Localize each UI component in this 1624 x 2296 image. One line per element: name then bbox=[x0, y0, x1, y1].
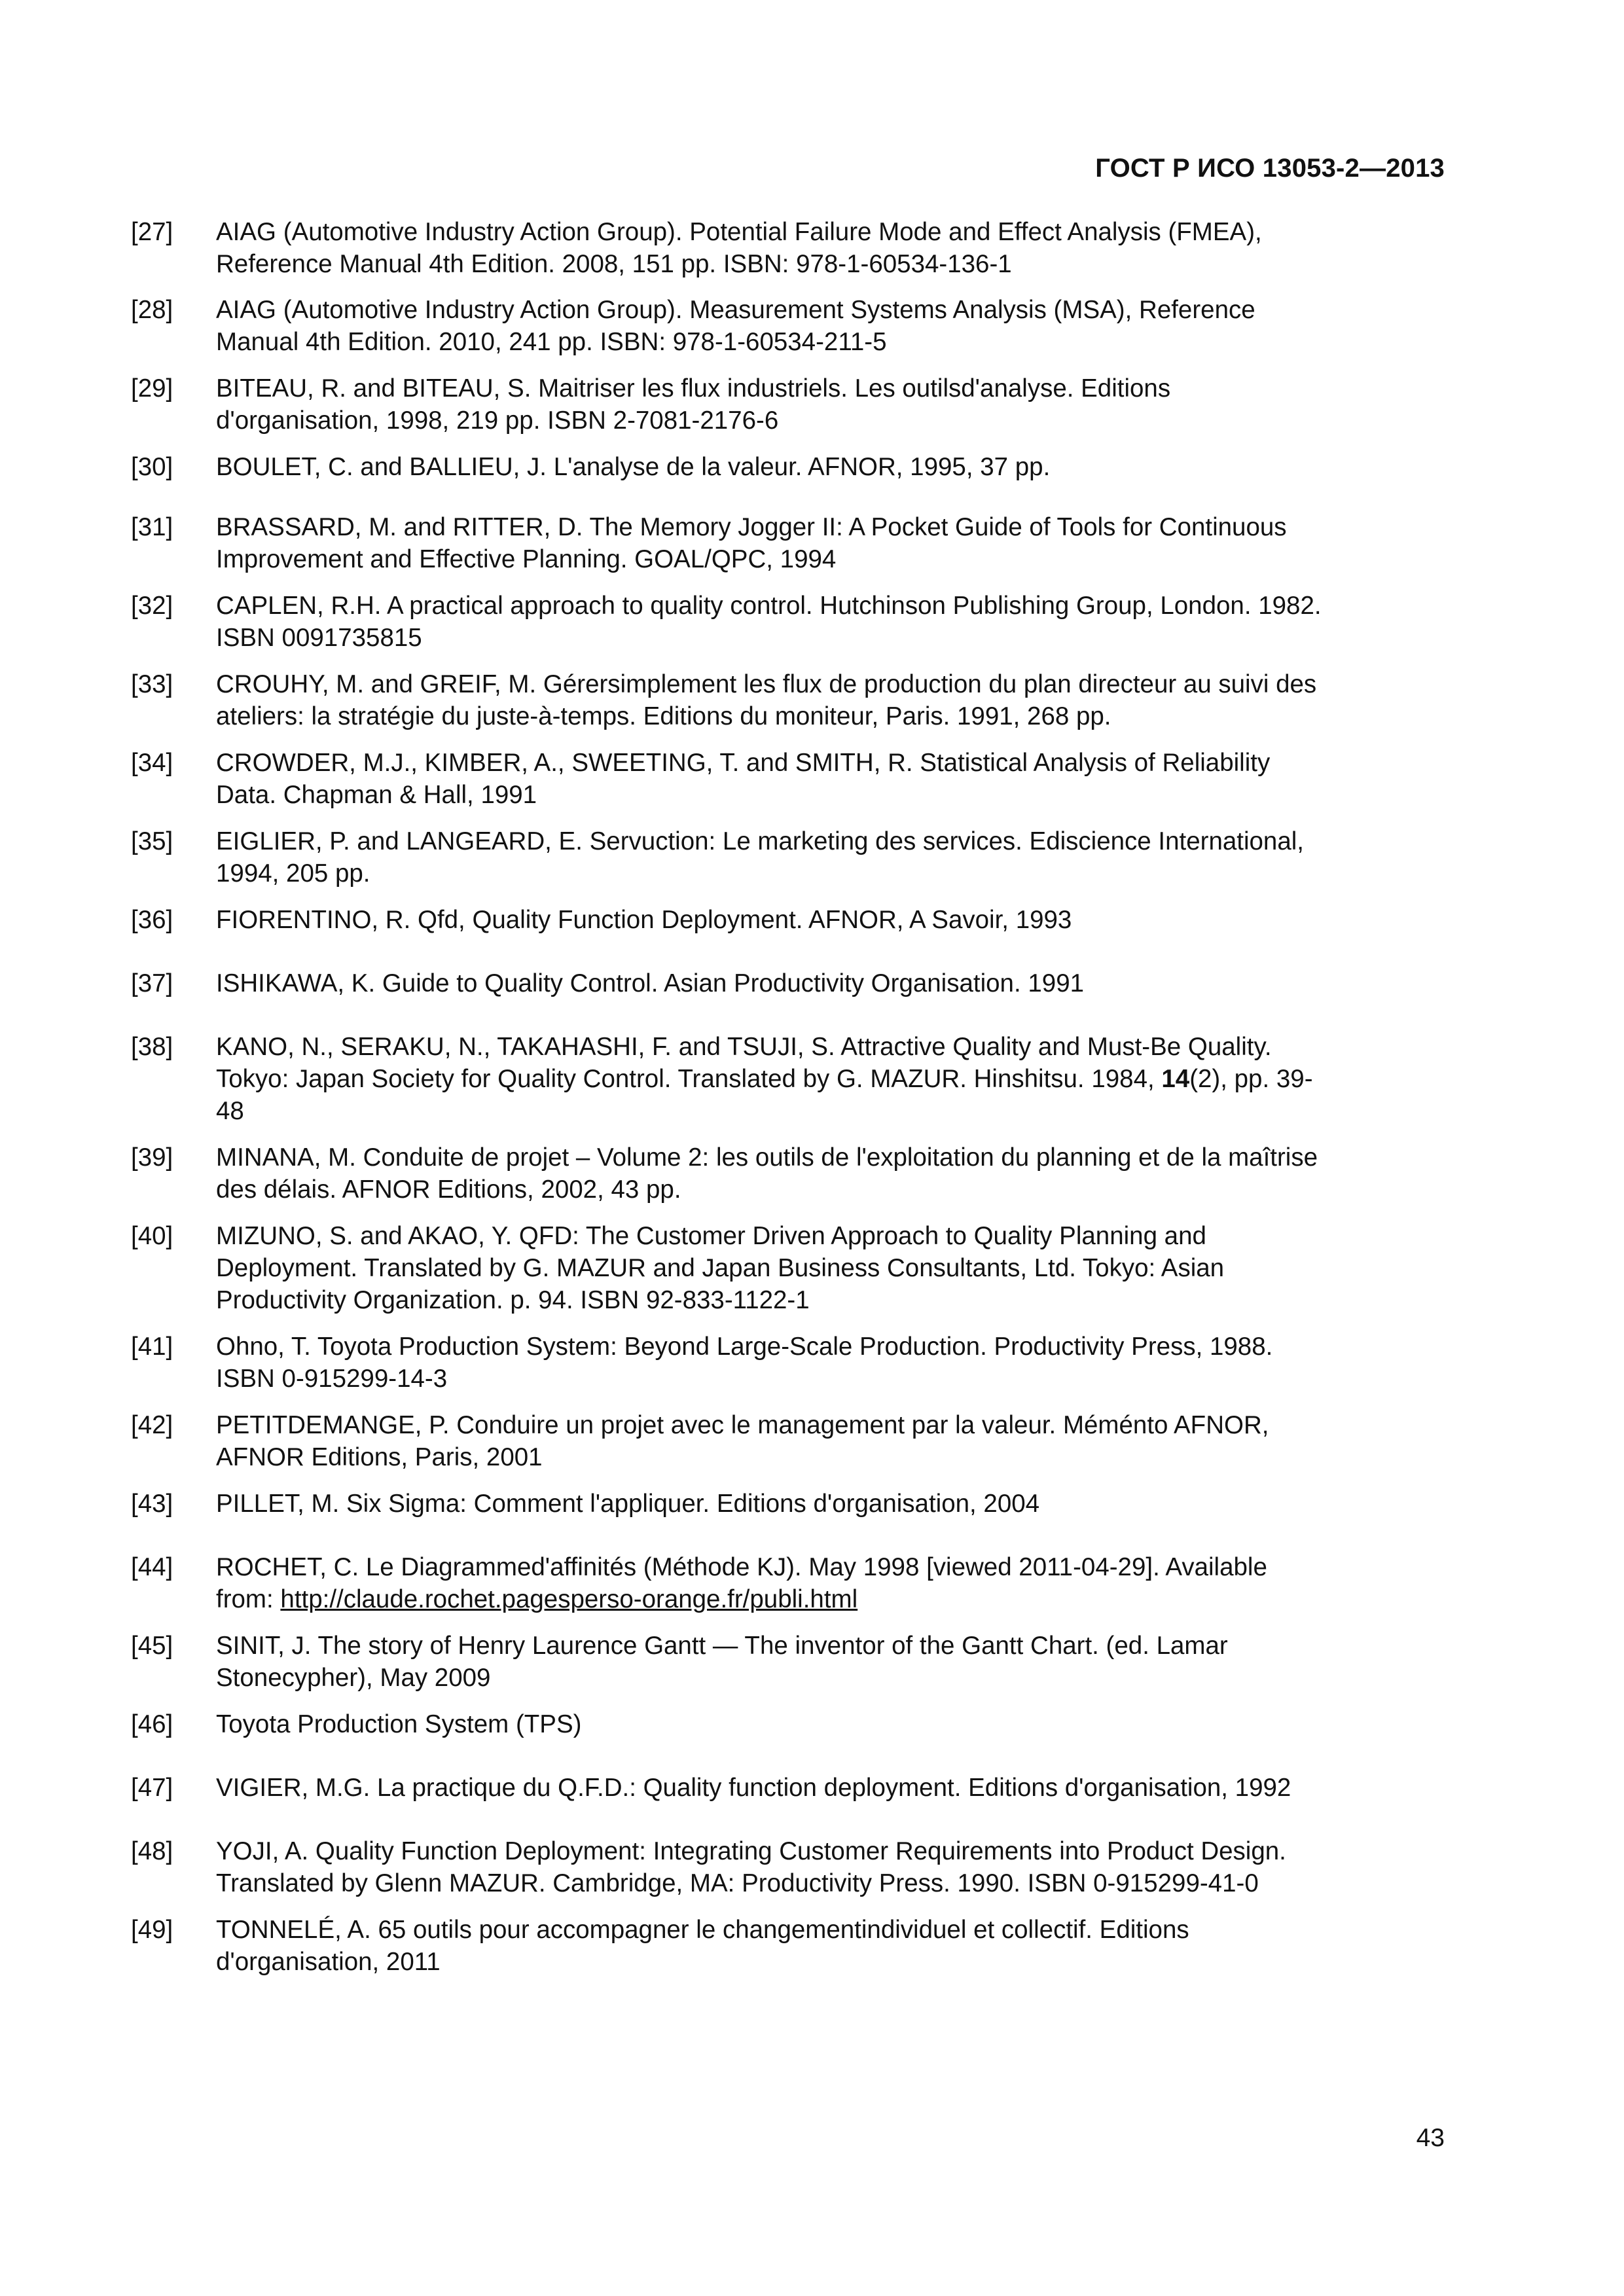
reference-item bbox=[131, 1914, 1453, 1978]
reference-item bbox=[131, 511, 1453, 575]
reference-number: [44] bbox=[131, 1553, 173, 1581]
reference-item bbox=[131, 825, 1453, 889]
reference-text-end: (2), pp. 39- 48 bbox=[216, 1065, 1313, 1125]
reference-item bbox=[131, 1141, 1453, 1206]
reference-text: BITEAU, R. and BITEAU, S. Maitriser les flux industriels. Les outilsd'analyse. Editions d'organisation, 1998, 219 pp. ISBN 2-7081-2176-6 bbox=[216, 374, 1171, 435]
reference-text: PILLET, M. Six Sigma: Comment l'appliquer. Editions d'organisation, 2004 bbox=[216, 1490, 1040, 1518]
reference-number: [46] bbox=[131, 1710, 173, 1738]
reference-number: [47] bbox=[131, 1774, 173, 1802]
reference-item bbox=[131, 1835, 1453, 1899]
reference-item bbox=[131, 1630, 1453, 1694]
reference-text: ISHIKAWA, K. Guide to Quality Control. Asian Productivity Organisation. 1991 bbox=[216, 969, 1085, 997]
reference-text bbox=[216, 1031, 1453, 1127]
reference-text: BOULET, C. and BALLIEU, J. L'analyse de la valeur. AFNOR, 1995, 37 pp. bbox=[216, 453, 1051, 481]
reference-text-start: KANO, N., SERAKU, N., TAKAHASHI, F. and TSUJI, S. Attractive Quality and Must-Be Quality. Tokyo: Japan Society for Quality Control. Translated by G. MAZUR. Hinshitsu. 1984, bbox=[216, 1033, 1272, 1093]
reference-item bbox=[131, 294, 1453, 358]
bibliography-list bbox=[131, 216, 1453, 1978]
reference-text: VIGIER, M.G. La practique du Q.F.D.: Quality function deployment. Editions d'organisation, 1992 bbox=[216, 1774, 1291, 1802]
reference-number: [45] bbox=[131, 1632, 173, 1660]
reference-text: FIORENTINO, R. Qfd, Quality Function Deployment. AFNOR, A Savoir, 1993 bbox=[216, 906, 1072, 934]
reference-text: Ohno, T. Toyota Production System: Beyond Large-Scale Production. Productivity Press, 1988. ISBN 0-915299-14-3 bbox=[216, 1333, 1273, 1393]
document-header: ГОСТ Р ИСО 13053-2—2013 bbox=[1095, 154, 1445, 183]
reference-number: [32] bbox=[131, 592, 173, 620]
reference-item bbox=[131, 1551, 1453, 1615]
page-number: 43 bbox=[1416, 2124, 1445, 2152]
reference-item bbox=[131, 1488, 1453, 1520]
reference-item bbox=[131, 1772, 1453, 1804]
reference-number: [43] bbox=[131, 1490, 173, 1518]
reference-number: [28] bbox=[131, 296, 173, 324]
reference-number: [38] bbox=[131, 1033, 173, 1061]
reference-number: [48] bbox=[131, 1837, 173, 1865]
reference-item bbox=[131, 1708, 1453, 1740]
reference-text: SINIT, J. The story of Henry Laurence Gantt — The inventor of the Gantt Chart. (ed. Lamar Stonecypher), May 2009 bbox=[216, 1632, 1228, 1692]
reference-number: [29] bbox=[131, 374, 173, 403]
reference-text: MIZUNO, S. and AKAO, Y. QFD: The Customer Driven Approach to Quality Planning and Deployment. Translated by G. MAZUR and Japan Business Consultants, Ltd. Tokyo: Asian Productivity Organization. p. 94. ISBN 92-833-1122-1 bbox=[216, 1222, 1225, 1314]
reference-item bbox=[131, 1220, 1453, 1316]
reference-text: BRASSARD, M. and RITTER, D. The Memory Jogger II: A Pocket Guide of Tools for Continuous Improvement and Effective Planning. GOAL/QPC, 1994 bbox=[216, 513, 1287, 573]
reference-text: CAPLEN, R.H. A practical approach to quality control. Hutchinson Publishing Group, London. 1982. ISBN 0091735815 bbox=[216, 592, 1322, 652]
reference-number: [42] bbox=[131, 1411, 173, 1439]
reference-text: TONNELÉ, A. 65 outils pour accompagner le changementindividuel et collectif. Editions d'organisation, 2011 bbox=[216, 1916, 1189, 1976]
reference-number: [34] bbox=[131, 749, 173, 777]
reference-text: EIGLIER, P. and LANGEARD, E. Servuction: Le marketing des services. Ediscience International, 1994, 205 pp. bbox=[216, 827, 1305, 888]
reference-number: [40] bbox=[131, 1222, 173, 1250]
reference-number: [30] bbox=[131, 453, 173, 481]
reference-text bbox=[216, 1551, 1453, 1615]
reference-text: MINANA, M. Conduite de projet – Volume 2: les outils de l'exploitation du planning et de la maîtrise des délais. AFNOR Editions, 2002, 43 pp. bbox=[216, 1143, 1318, 1204]
reference-text: YOJI, A. Quality Function Deployment: Integrating Customer Requirements into Product Design. Translated by Glenn MAZUR. Cambridge, MA: Productivity Press. 1990. ISBN 0-915299-41-0 bbox=[216, 1837, 1286, 1897]
reference-item bbox=[131, 1409, 1453, 1473]
reference-item bbox=[131, 451, 1453, 483]
reference-item bbox=[131, 1331, 1453, 1395]
reference-number: [39] bbox=[131, 1143, 173, 1172]
reference-text: Toyota Production System (TPS) bbox=[216, 1710, 582, 1738]
reference-text: CROUHY, M. and GREIF, M. Gérersimplement les flux de production du plan directeur au suivi des ateliers: la stratégie du juste-à-temps. Editions du moniteur, Paris. 1991, 268 pp. bbox=[216, 670, 1317, 730]
reference-item bbox=[131, 372, 1453, 437]
reference-number: [36] bbox=[131, 906, 173, 934]
reference-item bbox=[131, 747, 1453, 811]
reference-number: [49] bbox=[131, 1916, 173, 1944]
reference-text: AIAG (Automotive Industry Action Group). Measurement Systems Analysis (MSA), Reference Manual 4th Edition. 2010, 241 pp. ISBN: 978-1-60534-211-5 bbox=[216, 296, 1255, 356]
reference-number: [35] bbox=[131, 827, 173, 855]
reference-item bbox=[131, 216, 1453, 280]
reference-url-link[interactable]: http://claude.rochet.pagesperso-orange.fr/publi.html bbox=[280, 1585, 858, 1613]
reference-number: [31] bbox=[131, 513, 173, 541]
reference-number: [33] bbox=[131, 670, 173, 698]
reference-item bbox=[131, 1031, 1453, 1127]
reference-item bbox=[131, 590, 1453, 654]
reference-item bbox=[131, 904, 1453, 936]
reference-text: PETITDEMANGE, P. Conduire un projet avec le management par la valeur. Méménto AFNOR, AFNOR Editions, Paris, 2001 bbox=[216, 1411, 1269, 1471]
reference-text: CROWDER, M.J., KIMBER, A., SWEETING, T. and SMITH, R. Statistical Analysis of Reliability Data. Chapman & Hall, 1991 bbox=[216, 749, 1271, 809]
volume-number: 14 bbox=[1161, 1065, 1190, 1093]
reference-number: [37] bbox=[131, 969, 173, 997]
reference-item bbox=[131, 668, 1453, 732]
reference-text: AIAG (Automotive Industry Action Group). Potential Failure Mode and Effect Analysis (FMEA), Reference Manual 4th Edition. 2008, 151 pp. ISBN: 978-1-60534-136-1 bbox=[216, 218, 1262, 278]
reference-number: [27] bbox=[131, 218, 173, 246]
reference-item bbox=[131, 967, 1453, 999]
reference-text-start: ROCHET, C. Le Diagrammed'affinités (Méthode KJ). May 1998 [viewed 2011-04-29]. Available from: bbox=[216, 1553, 1267, 1613]
reference-number: [41] bbox=[131, 1333, 173, 1361]
